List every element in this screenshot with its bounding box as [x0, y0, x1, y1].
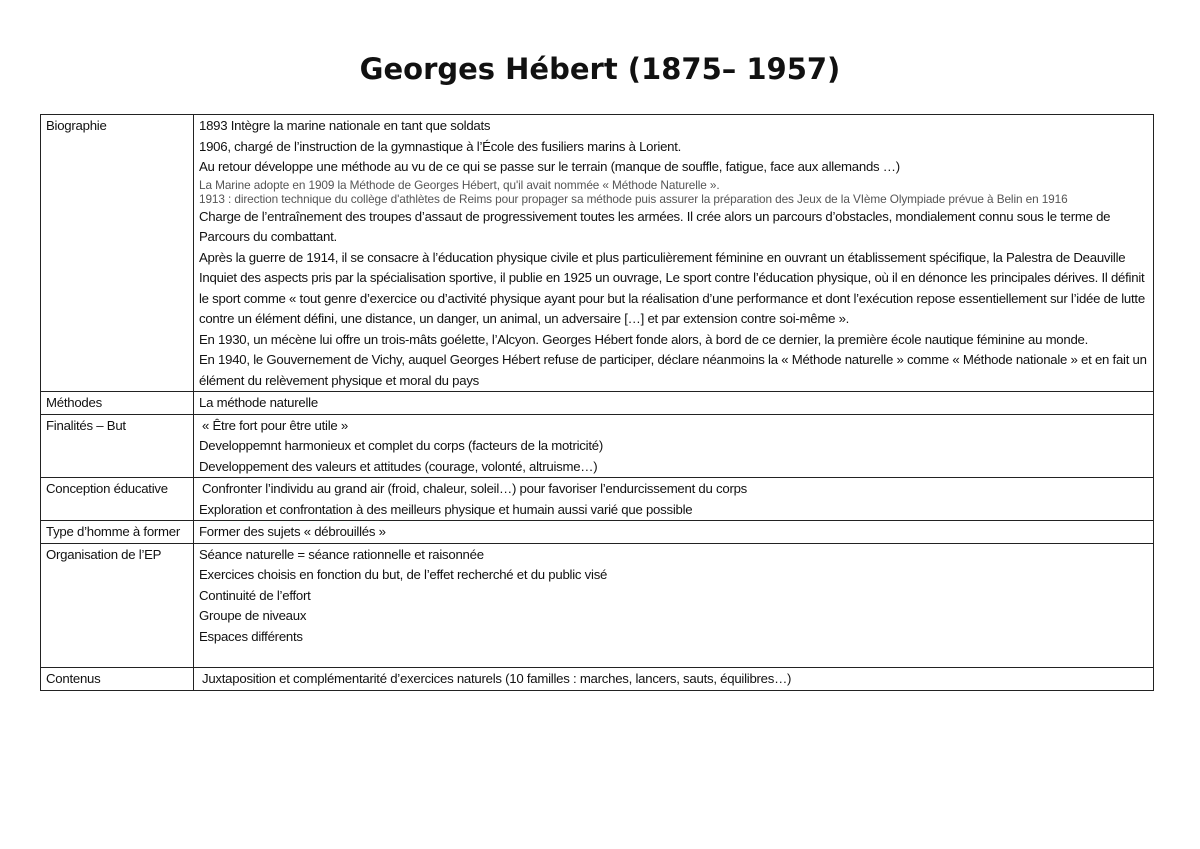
- table-row: [41, 521, 1154, 544]
- page-title: Georges Hébert (1875– 1957): [359, 52, 841, 86]
- info-table-body: [41, 115, 1154, 691]
- paragraph: La Marine adopte en 1909 la Méthode de Georges Hébert, qu'il avait nommée « Méthode Naturelle ».: [199, 177, 720, 192]
- row-content: [194, 414, 1154, 478]
- paragraph: Developpement des valeurs et attitudes (courage, volonté, altruisme…): [199, 458, 598, 474]
- row-content: [194, 478, 1154, 521]
- blank-line: [199, 647, 1147, 667]
- table-row: [41, 668, 1154, 691]
- row-label: Biographie: [41, 115, 194, 392]
- paragraph: Séance naturelle = séance rationnelle et raisonnée: [199, 546, 484, 562]
- paragraph: « Être fort pour être utile »: [202, 417, 348, 433]
- paragraph: 1893 Intègre la marine nationale en tant que soldats: [199, 118, 491, 133]
- table-row: [41, 543, 1154, 668]
- row-content: [194, 668, 1154, 691]
- row-label: Type d’homme à former: [41, 521, 194, 544]
- row-label: Méthodes: [41, 392, 194, 415]
- paragraph: Exercices choisis en fonction du but, de l’effet recherché et du public visé: [199, 567, 608, 582]
- paragraph: En 1940, le Gouvernement de Vichy, auquel Georges Hébert refuse de participer, déclare néanmoins la « Méthode naturelle » comme « Méthode nationale » et en fait un élément du relèvement physique et moral du pays: [199, 352, 1147, 388]
- paragraph: Exploration et confrontation à des meilleurs physique et humain aussi varié que possible: [199, 501, 693, 517]
- paragraph: Espaces différents: [199, 628, 303, 644]
- paragraph: 1913 : direction technique du collège d'athlètes de Reims pour propager sa méthode puis assurer la préparation des Jeux de la VIème Olympiade prévue à Belin en 1916: [199, 192, 1068, 206]
- paragraph: Groupe de niveaux: [199, 608, 307, 623]
- paragraph: En 1930, un mécène lui offre un trois-mâts goélette, l’Alcyon. Georges Hébert fonde alors, à bord de ce dernier, la première école nautique féminine au monde.: [199, 331, 1089, 347]
- paragraph: Juxtaposition et complémentarité d’exercices naturels (10 familles : marches, lancers, sauts, équilibres…): [202, 671, 792, 686]
- paragraph: Former des sujets « débrouillés »: [199, 524, 386, 539]
- row-label: Organisation de l’EP: [41, 543, 194, 668]
- row-label: Finalités – But: [41, 414, 194, 478]
- table-row: [41, 392, 1154, 415]
- row-label: Contenus: [41, 668, 194, 691]
- paragraph: Continuité de l’effort: [199, 587, 311, 603]
- paragraph: 1906, chargé de l’instruction de la gymnastique à l’École des fusiliers marins à Lorient.: [199, 138, 682, 154]
- paragraph: Après la guerre de 1914, il se consacre à l’éducation physique civile et plus particulièrement féminine en ouvrant un établissement spécifique, la Palestra de Deauville: [199, 249, 1126, 265]
- table-row: [41, 478, 1154, 521]
- row-content: [194, 521, 1154, 544]
- paragraph: Developpemnt harmonieux et complet du corps (facteurs de la motricité): [199, 438, 603, 453]
- paragraph: Au retour développe une méthode au vu de ce qui se passe sur le terrain (manque de souffle, fatigue, face aux allemands …): [199, 159, 900, 174]
- info-table: [40, 114, 1154, 691]
- table-row: [41, 115, 1154, 392]
- row-content: [194, 115, 1154, 392]
- table-row: [41, 414, 1154, 478]
- paragraph: Charge de l’entraînement des troupes d’assaut de progressivement toutes les armées. Il crée alors un parcours d’obstacles, mondialement connu sous le terme de Parcours du combattant.: [199, 208, 1111, 244]
- row-label: Conception éducative: [41, 478, 194, 521]
- paragraph: Inquiet des aspects pris par la spécialisation sportive, il publie en 1925 un ouvrage, Le sport contre l’éducation physique, où il en dénonce les principales dérives. Il définit le sport comme « tout genre d’exercice ou d’activité physique ayant pour but la réalisation d’une performance et dont l’exécution repose essentiellement sur l’idée de lutte contre un élément défini, une distance, un danger, un animal, un adversaire […] et par extension contre soi-même ».: [199, 270, 1145, 326]
- row-content: [194, 392, 1154, 415]
- row-content: [194, 543, 1154, 668]
- paragraph: La méthode naturelle: [199, 395, 318, 410]
- paragraph: Confronter l’individu au grand air (froid, chaleur, soleil…) pour favoriser l’endurcissement du corps: [202, 481, 748, 496]
